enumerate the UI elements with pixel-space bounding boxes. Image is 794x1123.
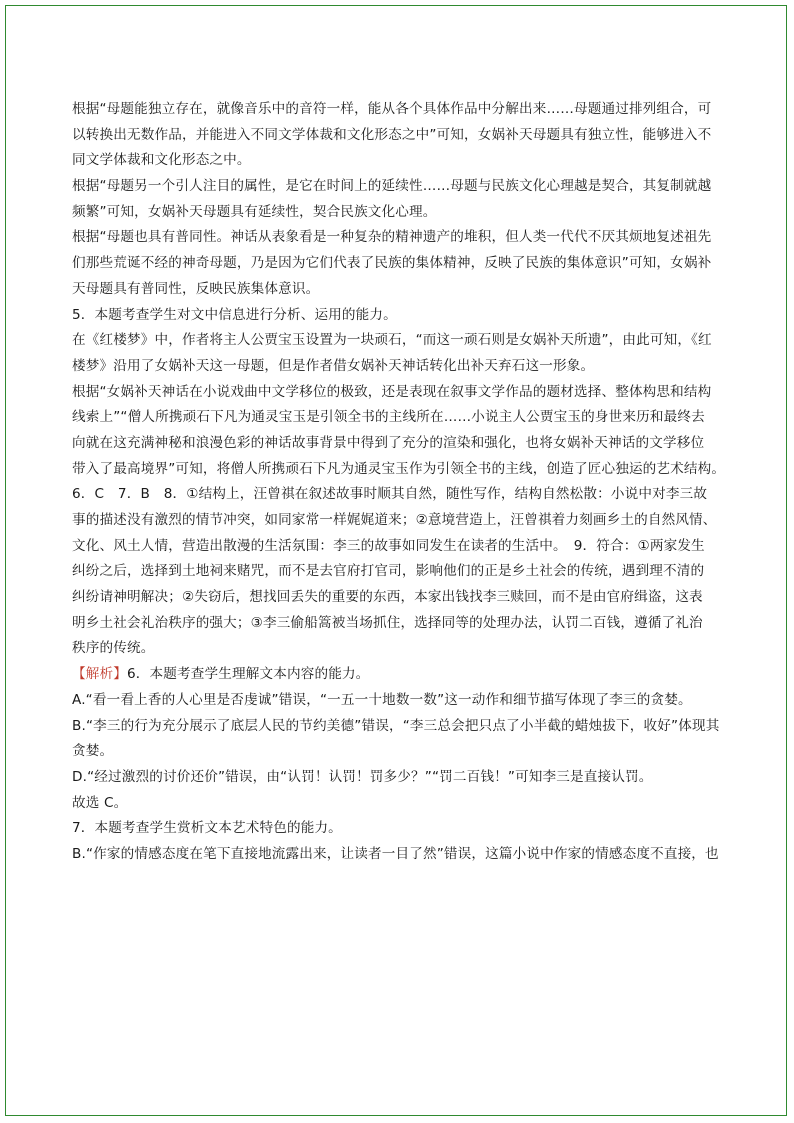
answer-line: 秩序的传统。 — [72, 640, 155, 657]
text-line: 同文学体裁和文化形态之中。 — [72, 152, 251, 169]
text-line: 天母题具有普同性，反映民族集体意识。 — [72, 280, 320, 297]
text-line: 根据“母题也具有普同性。神话从表象看是一种复杂的精神遗产的堆积，但人类一代代不厌其烦地复述祖先 — [72, 229, 712, 246]
text-line: 7．本题考查学生赏析文本艺术特色的能力。 — [72, 820, 342, 837]
text-line: 根据“母题另一个引人注目的属性，是它在时间上的延续性……母题与民族文化心理越是契合，其复制就越 — [72, 178, 712, 195]
text-line: 故选 C。 — [72, 794, 128, 811]
analysis-label: 【解析】 — [72, 666, 127, 683]
text-line: B.“李三的行为充分展示了底层人民的节约美德”错误，“李三总会把只点了小半截的蜡烛拔下，收好”体现其 — [72, 717, 720, 734]
text-line: D.“经过激烈的讨价还价”错误，由“认罚！认罚！罚多少？”“罚二百钱！”可知李三是直接认罚。 — [72, 768, 653, 785]
text-line: 根据“母题能独立存在，就像音乐中的音符一样，能从各个具体作品中分解出来……母题通过排列组合，可 — [72, 101, 712, 117]
text-line: 线索上”“僧人所携顽石下凡为通灵宝玉是引领全书的主线所在……小说主人公贾宝玉的身世来历和最终去 — [72, 409, 705, 426]
text-line: 带入了最高境界”可知，将僧人所携顽石下凡为通灵宝玉作为引领全书的主线，创造了匠心独运的艺术结构。 — [72, 460, 726, 477]
answer-line: 事的描述没有激烈的情节冲突，如同家常一样娓娓道来；②意境营造上，汪曾祺着力刻画乡土的自然风情、 — [72, 512, 717, 528]
document-body — [72, 97, 736, 868]
text-line: 贪婪。 — [72, 743, 114, 760]
text-line: B.“作家的情感态度在笔下直接地流露出来，让读者一目了然”错误，这篇小说中作家的情感态度不直接，也 — [72, 845, 719, 862]
text-line: 在《红楼梦》中，作者将主人公贾宝玉设置为一块顽石，“而这一顽石则是女娲补天所遗”，由此可知，《红 — [72, 332, 712, 349]
text-line: 5．本题考查学生对文中信息进行分析、运用的能力。 — [72, 306, 397, 323]
text-line: 根据“女娲补天神话在小说戏曲中文学移位的极致，还是表现在叙事文学作品的题材选择、整体构思和结构 — [72, 383, 712, 400]
text-line: A.“看一看上香的人心里是否虔诚”错误，“一五一十地数一数”这一动作和细节描写体现了李三的贪婪。 — [72, 691, 692, 708]
answer-line: 6．C 7．B 8．①结构上，汪曾祺在叙述故事时顺其自然，随性写作，结构自然松散：小说中对李三故 — [72, 486, 708, 503]
analysis-heading — [72, 662, 736, 688]
analysis-first-text: 6．本题考查学生理解文本内容的能力。 — [126, 666, 370, 683]
text-line: 们那些荒诞不经的神奇母题，乃是因为它们代表了民族的集体精神，反映了民族的集体意识”可知，女娲补 — [72, 255, 712, 272]
text-line: 楼梦》沿用了女娲补天这一母题，但是作者借女娲补天神话转化出补天弃石这一形象。 — [72, 357, 595, 374]
text-line: 以转换出无数作品，并能进入不同文学体裁和文化形态之中”可知，女娲补天母题具有独立性，能够进入不 — [72, 126, 712, 143]
answer-line: 纠纷之后，选择到土地祠来赌咒，而不是去官府打官司，影响他们的正是乡土社会的传统，遇到理不清的 — [72, 563, 705, 580]
text-line: 向就在这充满神秘和浪漫色彩的神话故事背景中得到了充分的渲染和强化，也将女娲补天神话的文学移位 — [72, 434, 705, 451]
answer-line: 明乡土社会礼治秩序的强大；③李三偷船篙被当场抓住，选择同等的处理办法，认罚二百钱，遵循了礼治 — [72, 614, 703, 631]
answer-line: 纠纷请神明解决；②失窃后，想找回丢失的重要的东西，本家出钱找李三赎回，而不是由官府缉盗，这表 — [72, 589, 703, 606]
text-line: 频繁”可知，女娲补天母题具有延续性，契合民族文化心理。 — [72, 203, 437, 220]
answer-line: 文化、风土人情，营造出散漫的生活氛围：李三的故事如同发生在读者的生活中。 9．符合：①两家发生 — [72, 537, 705, 554]
